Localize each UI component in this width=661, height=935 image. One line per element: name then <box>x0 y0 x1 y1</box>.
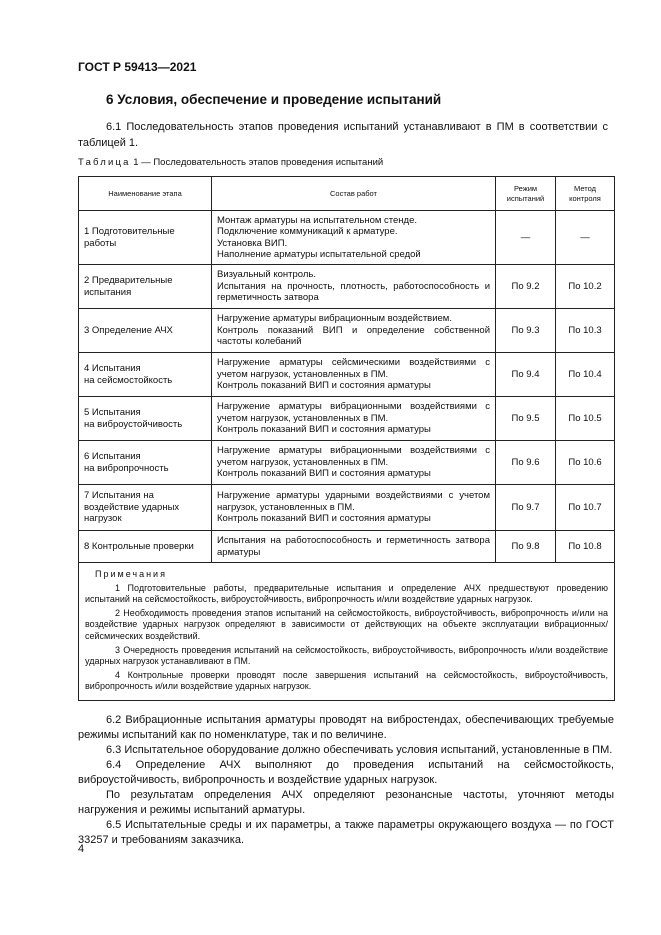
cell-stage-name: 4 Испытания на сейсмостойкость <box>79 353 212 397</box>
cell-stage-name: 6 Испытания на вибропрочность <box>79 441 212 485</box>
table-row <box>79 265 615 309</box>
cell-control-method: По 10.5 <box>556 397 615 441</box>
note-4: 4 Контрольные проверки проводят после завершения испытаний на сейсмостойкость, виброустойчивость, вибропрочность и/или воздействие ударных нагрузок. <box>85 669 608 692</box>
paragraph-6-3: 6.3 Испытательное оборудование должно обеспечивать условия испытаний, установленные в ПМ. <box>106 744 613 756</box>
cell-control-method: По 10.6 <box>556 441 615 485</box>
table-notes <box>79 563 615 701</box>
cell-test-mode: — <box>496 211 556 265</box>
note-2: 2 Необходимость проведения этапов испытаний на сейсмостойкость, виброустойчивость, вибропрочность и/или на воздействие ударных нагрузок определяют в зависимости от действующих на объекте эксплуатации вибрационных/сейсмических воздействий. <box>85 607 608 641</box>
cell-control-method: По 10.8 <box>556 531 615 563</box>
cell-stage-name: 3 Определение АЧХ <box>79 309 212 353</box>
table-row <box>79 441 615 485</box>
cell-control-method: По 10.3 <box>556 309 615 353</box>
cell-work-composition: Нагружение арматуры ударными воздействиями с учетом нагрузок, установленных в ПМ. Контроль показаний ВИП и состояния арматуры <box>212 485 496 531</box>
cell-stage-name: 8 Контрольные проверки <box>79 531 212 563</box>
cell-work-composition: Нагружение арматуры вибрационными воздействиями с учетом нагрузок, установленных в ПМ. Контроль показаний ВИП и состояния арматуры <box>212 397 496 441</box>
cell-control-method: По 10.4 <box>556 353 615 397</box>
cell-test-mode: По 9.3 <box>496 309 556 353</box>
cell-test-mode: По 9.7 <box>496 485 556 531</box>
table-caption-label: Таблица <box>78 157 131 168</box>
cell-control-method: По 10.7 <box>556 485 615 531</box>
paragraph-6-5: 6.5 Испытательные среды и их параметры, а также параметры окружающего воздуха — по ГОСТ 33257 и требованиям заказчика. <box>78 819 614 846</box>
table-row <box>79 397 615 441</box>
table-row <box>79 531 615 563</box>
paragraph-6-2: 6.2 Вибрационные испытания арматуры проводят на вибростендах, обеспечивающих требуемые режимы испытаний как по номенклатуре, так и по величине. <box>78 714 614 741</box>
table-caption <box>78 157 383 168</box>
notes-title: Примечания <box>95 569 167 579</box>
cell-test-mode: По 9.5 <box>496 397 556 441</box>
table-row <box>79 309 615 353</box>
cell-stage-name: 2 Предварительные испытания <box>79 265 212 309</box>
header-control-method: Метод контроля <box>556 177 615 211</box>
cell-test-mode: По 9.6 <box>496 441 556 485</box>
table-body <box>79 211 615 701</box>
cell-work-composition: Нагружение арматуры вибрационными воздействиями с учетом нагрузок, установленных в ПМ. Контроль показаний ВИП и состояния арматуры <box>212 441 496 485</box>
cell-work-composition: Испытания на работоспособность и герметичность затвора арматуры <box>212 531 496 563</box>
table-row <box>79 211 615 265</box>
document-id: ГОСТ Р 59413—2021 <box>78 60 197 74</box>
cell-test-mode: По 9.4 <box>496 353 556 397</box>
cell-work-composition: Нагружение арматуры сейсмическими воздействиями с учетом нагрузок, установленных в ПМ. Контроль показаний ВИП и состояния арматуры <box>212 353 496 397</box>
table-header-row <box>79 177 615 211</box>
cell-control-method: — <box>556 211 615 265</box>
cell-test-mode: По 9.8 <box>496 531 556 563</box>
stages-table <box>78 176 615 701</box>
page-number: 4 <box>78 843 85 855</box>
section-title: 6 Условия, обеспечение и проведение испытаний <box>106 92 442 107</box>
header-test-mode: Режим испытаний <box>496 177 556 211</box>
table-caption-text: 1 — Последовательность этапов проведения испытаний <box>133 157 384 168</box>
cell-work-composition: Визуальный контроль. Испытания на прочность, плотность, работоспособность и герметичность затвора <box>212 265 496 309</box>
cell-work-composition: Монтаж арматуры на испытательном стенде. Подключение коммуникаций к арматуре. Установка ВИП. Наполнение арматуры испытательной средой <box>212 211 496 265</box>
cell-stage-name: 1 Подготовительные работы <box>79 211 212 265</box>
cell-work-composition: Нагружение арматуры вибрационным воздействием. Контроль показаний ВИП и определение собственной частоты колебаний <box>212 309 496 353</box>
table-row <box>79 353 615 397</box>
cell-control-method: По 10.2 <box>556 265 615 309</box>
body-text <box>78 713 614 848</box>
note-3: 3 Очередность проведения испытаний на сейсмостойкость, виброустойчивость, вибропрочность и/или воздействие ударных нагрузок устанавливают в ПМ. <box>85 644 608 667</box>
cell-stage-name: 5 Испытания на виброустойчивость <box>79 397 212 441</box>
header-work-composition: Состав работ <box>212 177 496 211</box>
paragraph-6-4: 6.4 Определение АЧХ выполняют до проведения испытаний на сейсмостойкость, виброустойчивость, вибропрочность и воздействие ударных нагрузок. <box>78 759 614 786</box>
note-1: 1 Подготовительные работы, предварительные испытания и определение АЧХ предшествуют проведению испытаний на сейсмостойкость, виброустойчивость, вибропрочность и/или воздействие ударных нагрузок. <box>85 582 608 605</box>
header-stage-name: Наименование этапа <box>79 177 212 211</box>
table-notes-row <box>79 563 615 701</box>
table-row <box>79 485 615 531</box>
cell-test-mode: По 9.2 <box>496 265 556 309</box>
cell-stage-name: 7 Испытания на воздействие ударных нагрузок <box>79 485 212 531</box>
paragraph-6-1: 6.1 Последовательность этапов проведения испытаний устанавливают в ПМ в соответствии с таблицей 1. <box>78 121 608 149</box>
paragraph-afc-results: По результатам определения АЧХ определяют резонансные частоты, уточняют методы нагружения и режимы испытаний арматуры. <box>78 789 614 816</box>
